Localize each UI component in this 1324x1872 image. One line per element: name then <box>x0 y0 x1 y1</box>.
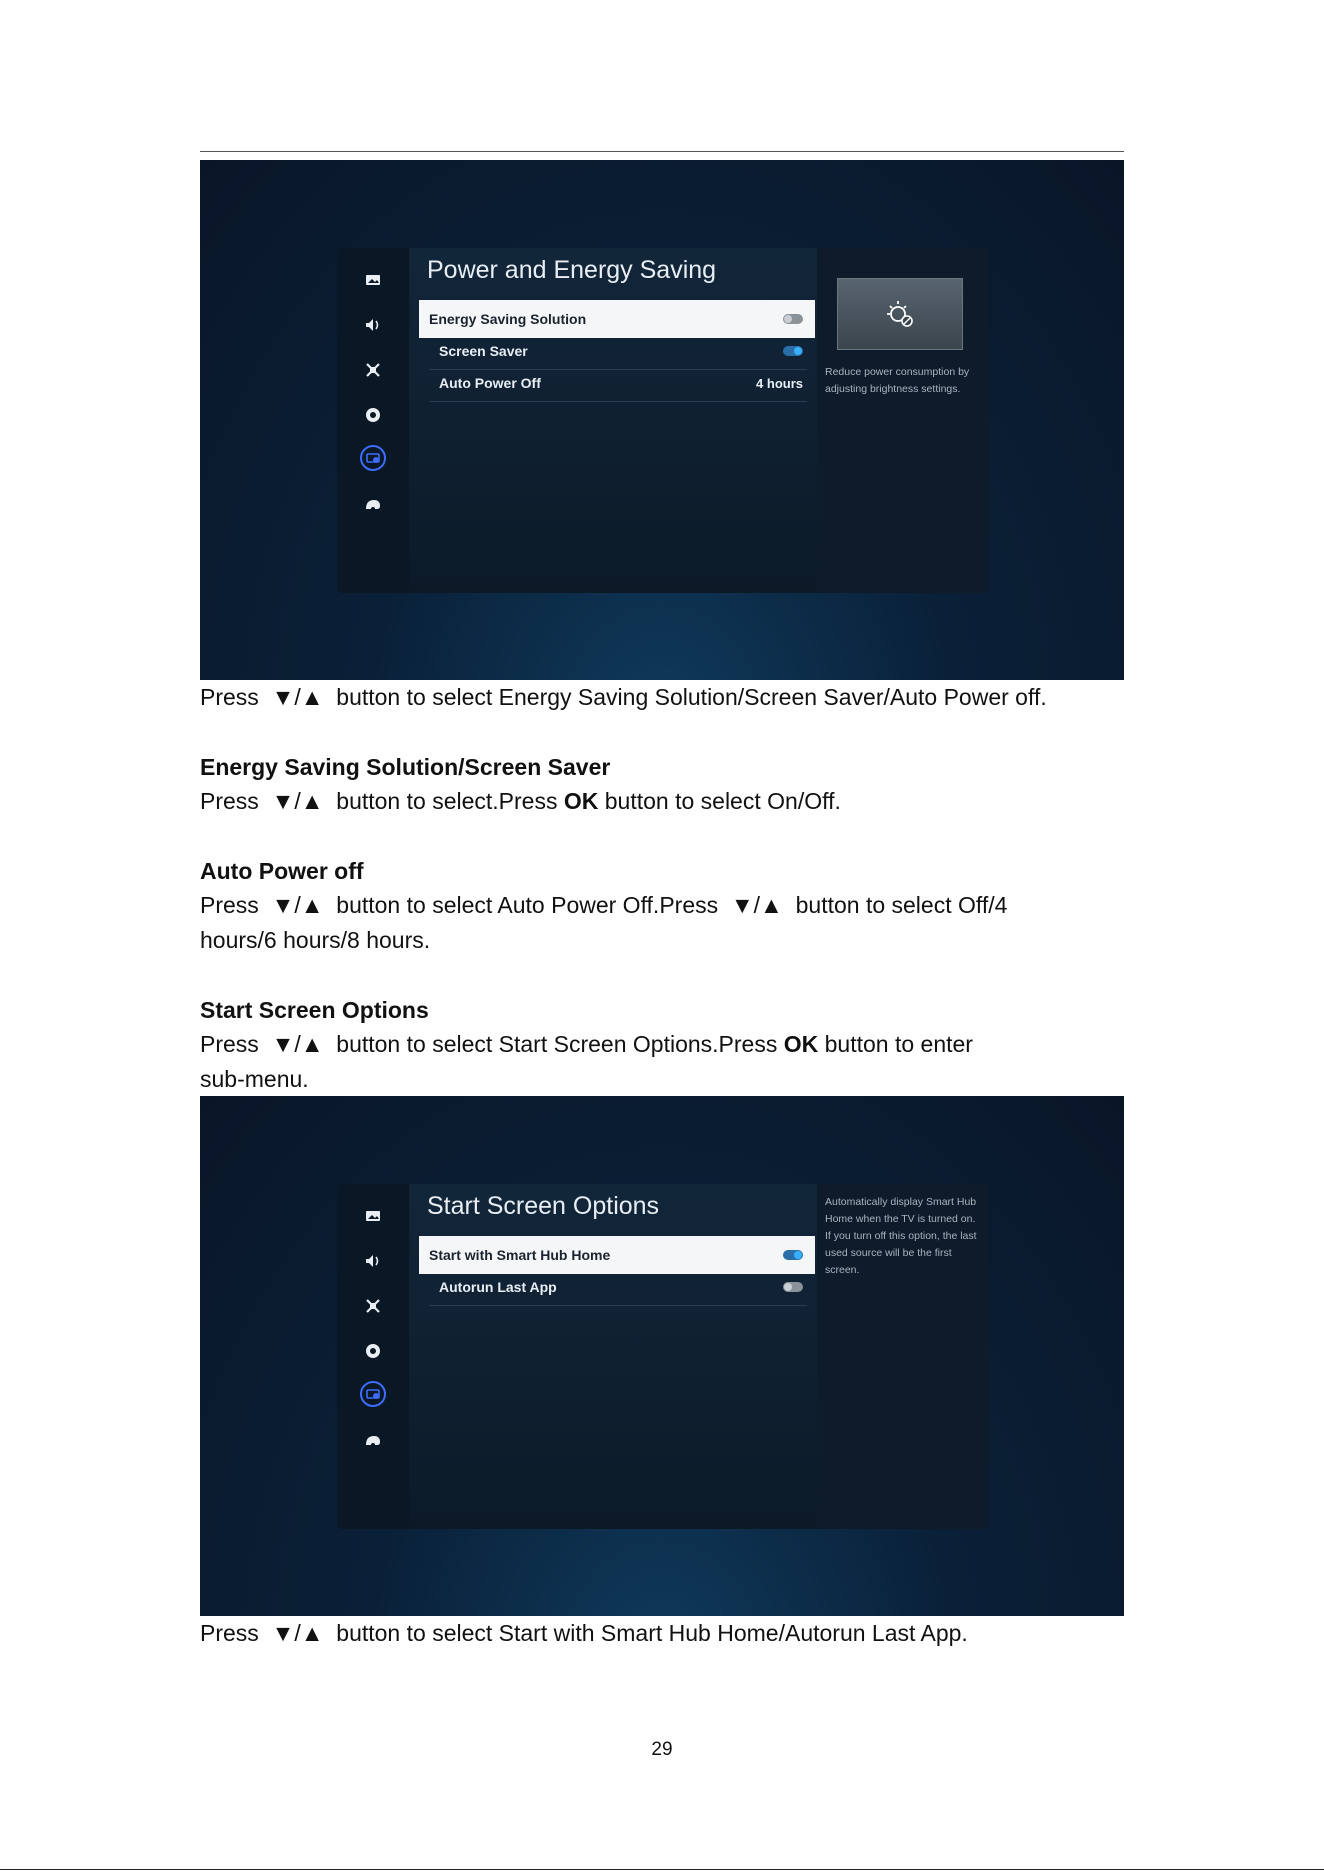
connection-icon[interactable] <box>359 1292 387 1320</box>
menu-item-label: Energy Saving Solution <box>429 311 587 327</box>
paragraph-start-screen-options-line2: sub-menu. <box>200 1066 309 1092</box>
menu-item-label: Auto Power Off <box>439 375 541 391</box>
tv-screenshot-start-screen <box>200 1096 1124 1616</box>
menu-item-value: 4 hours <box>756 375 803 391</box>
menu-item-label: Autorun Last App <box>439 1279 557 1295</box>
toggle-switch[interactable] <box>783 346 803 356</box>
eco-preview-thumbnail <box>837 278 963 350</box>
divider <box>429 401 807 402</box>
support-icon[interactable] <box>359 401 387 429</box>
toggle-switch[interactable] <box>783 314 803 324</box>
info-panel <box>817 1184 989 1529</box>
tv-screenshot-power-energy <box>200 160 1124 680</box>
settings-menu <box>409 248 817 593</box>
heading-auto-power-off: Auto Power off <box>200 858 364 884</box>
settings-icon-rail <box>337 248 409 593</box>
settings-panel <box>337 248 989 593</box>
settings-panel <box>337 1184 989 1529</box>
menu-title: Power and Energy Saving <box>427 256 717 284</box>
heading-energy-saving: Energy Saving Solution/Screen Saver <box>200 754 611 780</box>
menu-item-autorun-last-app[interactable] <box>419 1268 815 1306</box>
toggle-switch[interactable] <box>783 1282 803 1292</box>
menu-item-label: Screen Saver <box>439 343 528 359</box>
general-icon[interactable] <box>359 444 387 472</box>
header-rule <box>200 151 1124 152</box>
paragraph-auto-power-off-line2: hours/6 hours/8 hours. <box>200 927 431 953</box>
menu-item-auto-power-off[interactable] <box>419 364 815 402</box>
picture-icon[interactable] <box>359 266 387 294</box>
settings-icon-rail <box>337 1184 409 1529</box>
support-icon[interactable] <box>359 1337 387 1365</box>
sound-icon[interactable] <box>359 311 387 339</box>
general-icon[interactable] <box>359 1380 387 1408</box>
connection-icon[interactable] <box>359 356 387 384</box>
paragraph-select-power-items: Press ▼/▲ button to select Energy Saving Solution/Screen Saver/Auto Power off. <box>200 684 1047 710</box>
paragraph-start-screen-options: Press ▼/▲ button to select Start Screen Options.Press OK button to enter <box>200 1031 973 1057</box>
toggle-switch[interactable] <box>783 1250 803 1260</box>
settings-menu <box>409 1184 817 1529</box>
paragraph-auto-power-off: Press ▼/▲ button to select Auto Power Off.Press ▼/▲ button to select Off/4 <box>200 892 1008 918</box>
info-description: Reduce power consumption by adjusting brightness settings. <box>825 366 970 395</box>
paragraph-energy-saving: Press ▼/▲ button to select.Press OK button to select On/Off. <box>200 788 841 814</box>
footer-rule <box>0 1869 1324 1870</box>
heading-start-screen-options: Start Screen Options <box>200 997 429 1023</box>
paragraph-select-start-options: Press ▼/▲ button to select Start with Smart Hub Home/Autorun Last App. <box>200 1620 968 1646</box>
info-panel <box>817 248 989 593</box>
page-number: 29 <box>651 1739 673 1760</box>
accessibility-icon[interactable] <box>359 1427 387 1455</box>
divider <box>429 1305 807 1306</box>
menu-item-label: Start with Smart Hub Home <box>429 1247 611 1263</box>
accessibility-icon[interactable] <box>359 491 387 519</box>
menu-title: Start Screen Options <box>427 1192 660 1220</box>
info-description: Automatically display Smart Hub Home when the TV is turned on. If you turn off this option, the last used source will be the first screen. <box>825 1196 977 1276</box>
picture-icon[interactable] <box>359 1202 387 1230</box>
eco-icon <box>882 296 918 332</box>
sound-icon[interactable] <box>359 1247 387 1275</box>
